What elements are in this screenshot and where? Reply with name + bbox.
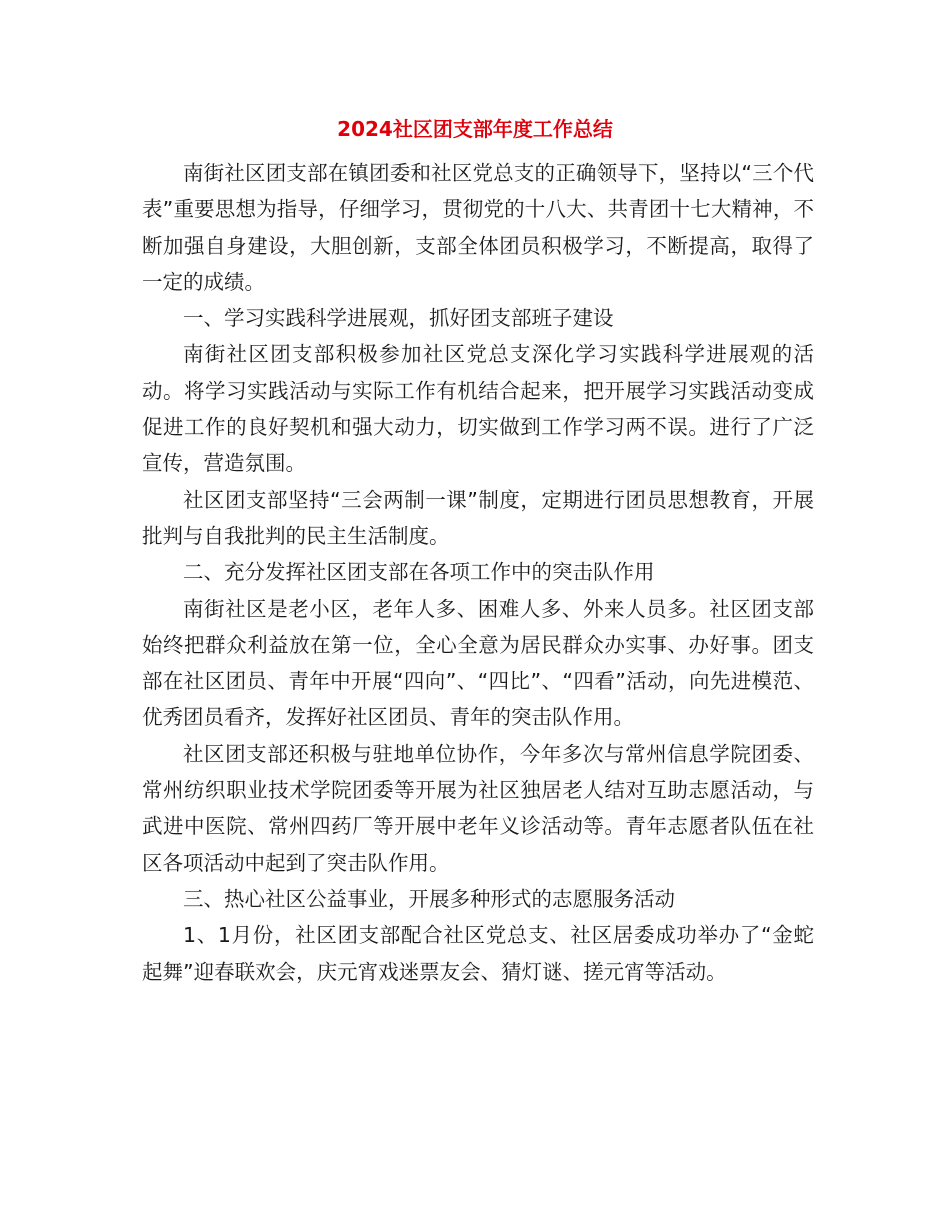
section-heading-3: 三、热心社区公益事业，开展多种形式的志愿服务活动 <box>183 886 675 911</box>
paragraph: 1、1月份，社区团支部配合社区党总支、社区居委成功举办了“金蛇起舞”迎春联欢会，庆元宵戏迷票友会、猜灯谜、搓元宵等活动。 <box>142 923 814 984</box>
paragraph: 社区团支部还积极与驻地单位协作，今年多次与常州信息学院团委、常州纺织职业技术学院团委等开展为社区独居老人结对互助志愿活动，与武进中医院、常州四药厂等开展中老年义诊活动等。青年志愿者队伍在社区各项活动中起到了突击队作用。 <box>142 741 814 875</box>
paragraph: 南街社区是老小区，老年人多、困难人多、外来人员多。社区团支部始终把群众利益放在第一位，全心全意为居民群众办实事、办好事。团支部在社区团员、青年中开展“四向”、“四比”、“四看”活动，向先进模范、优秀团员看齐，发挥好社区团员、青年的突击队作用。 <box>142 596 814 730</box>
section-heading-1: 一、学习实践科学进展观，抓好团支部班子建设 <box>183 306 614 331</box>
document-title: 2024社区团支部年度工作总结 <box>337 117 613 141</box>
paragraph: 南街社区团支部积极参加社区党总支深化学习实践科学进展观的活动。将学习实践活动与实际工作有机结合起来，把开展学习实践活动变成促进工作的良好契机和强大动力，切实做到工作学习两不误。进行了广泛宣传，营造氛围。 <box>142 342 814 476</box>
paragraph-intro: 南街社区团支部在镇团委和社区党总支的正确领导下，坚持以“三个代表”重要思想为指导，仔细学习，贯彻党的十八大、共青团十七大精神，不断加强自身建设，大胆创新，支部全体团员积极学习，不断提高，取得了一定的成绩。 <box>142 161 814 294</box>
document-body <box>142 155 814 990</box>
paragraph: 社区团支部坚持“三会两制一课”制度，定期进行团员思想教育，开展批判与自我批判的民主生活制度。 <box>142 487 814 548</box>
section-heading-2: 二、充分发挥社区团支部在各项工作中的突击队作用 <box>183 560 655 585</box>
